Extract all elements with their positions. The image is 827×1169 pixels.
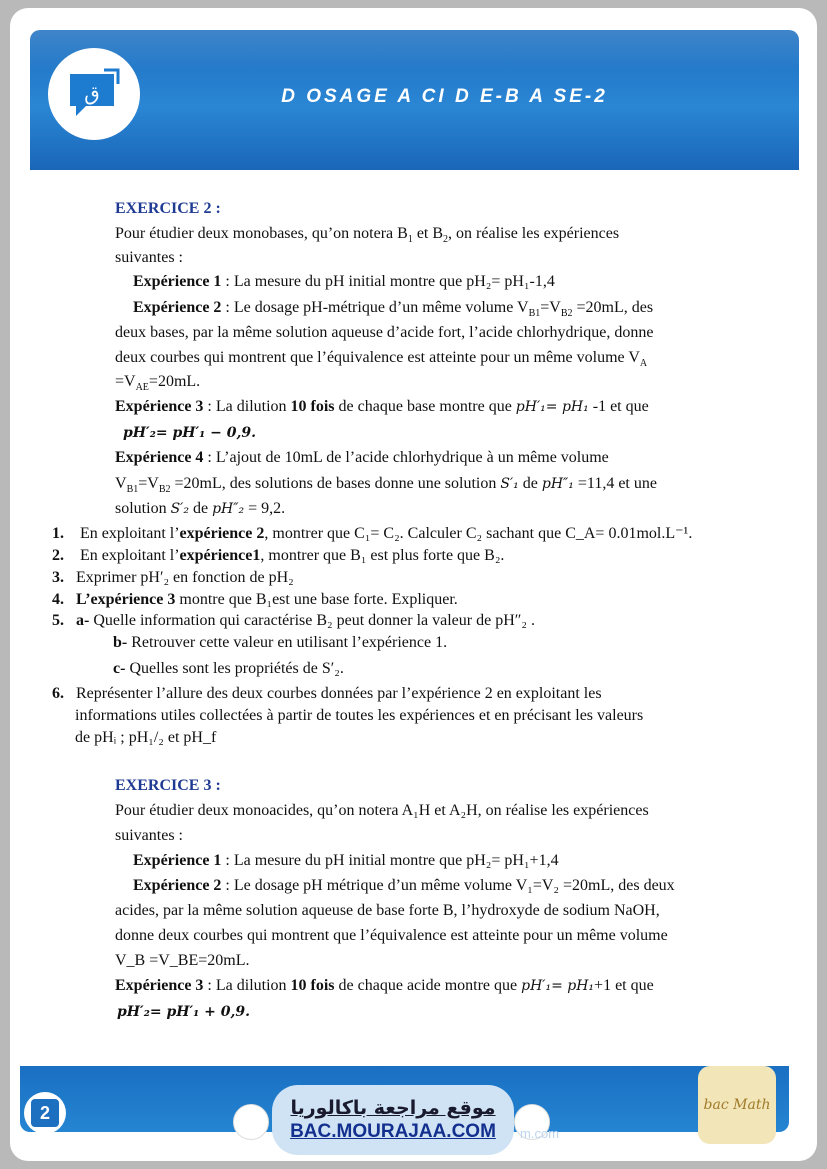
question-5c: c- Quelles sont les propriétés de S′₂. [113,660,344,677]
ex2-experience-4-line3: solution S′₂ de pH″₂ = 9,2. [115,500,286,517]
ex3-intro-line2: suivantes : [115,827,183,844]
svg-text:ق: ق [84,81,100,105]
ex3-experience-1: Expérience 1 : La mesure du pH initial montre que pH₂= pH₁+1,4 [133,852,559,869]
ex3-intro-line1: Pour étudier deux monoacides, qu’on notera A₁H et A₂H, on réalise les expériences [115,802,649,819]
ex2-experience-3-line2: pH′₂= pH′₁ − 0,9. [123,425,256,441]
question-4: 4. L’expérience 3 montre que B₁est une base forte. Expliquer. [52,591,458,608]
exercise-2-title: EXERCICE 2 : [115,200,221,217]
ex2-experience-4-line1: Expérience 4 : L’ajout de 10mL de l’acide chlorhydrique à un même volume [115,449,609,466]
ex3-experience-2-line3: donne deux courbes qui montrent que l’équivalence est atteinte pour un même volume [115,927,668,944]
question-6-line1: 6. Représenter l’allure des deux courbes données par l’expérience 2 en exploitant les [52,685,602,702]
question-6-line2: informations utiles collectées à partir de toutes les expériences et en précisant les valeurs [75,707,644,724]
site-link-pill[interactable] [272,1085,514,1155]
page-number-badge [24,1092,66,1134]
site-url[interactable]: BAC.MOURAJAA.COM [290,1121,496,1142]
question-1: 1. En exploitant l’expérience 2, montrer que C₁= C₂. Calculer C₂ sachant que C_A= 0.01mol.L⁻¹. [52,525,693,542]
ex3-experience-2-line2: acides, par la même solution aqueuse de base forte B, l’hydroxyde de sodium NaOH, [115,902,660,919]
page-number: 2 [31,1099,59,1127]
ex2-experience-2-line1: Expérience 2 : Le dosage pH-métrique d’un même volume $V_{B1}=V_{B2} =20mL$, des [133,299,654,320]
ex3-experience-3-line2: pH′₂= pH′₁ + 0,9. [117,1004,250,1020]
footer-logo-left [233,1104,269,1140]
exercise-3-title: EXERCICE 3 : [115,777,221,794]
question-2: 2. En exploitant l’expérience1, montrer que B₁ est plus forte que B₂. [52,547,505,564]
ex2-experience-4-line2: $V_{B1}=V_{B2} =20mL$, des solutions de bases donne une solution S′₁ de pH″₁ =11,4 et une [115,475,657,496]
bac-math-badge: bac Math [698,1066,776,1144]
question-3: 3. Exprimer pH′₂ en fonction de pH₂ [52,569,294,586]
footer-faint-text: m.com [520,1126,559,1141]
ex2-intro-line2: suivantes : [115,249,183,266]
ex3-experience-3-line1: Expérience 3 : La dilution 10 fois de chaque acide montre que pH′₁= pH₁+1 et que [115,977,654,994]
ex3-experience-2-line1: Expérience 2 : Le dosage pH métrique d’un même volume V₁=V₂ =20mL, des deux [133,877,675,894]
ex3-experience-2-line4: V_B =V_BE=20mL. [115,952,250,969]
document-title: D OSAGE A CI D E-B A SE-2 [281,86,608,107]
question-6-line3: de pHᵢ ; pH₁/₂ et pH_f [75,729,217,746]
ex2-intro-line1: Pour étudier deux monobases, qu’on notera $B_1$ et $B_2$, on réalise les expériences [115,225,620,246]
question-5a: 5. a- Quelle information qui caractérise B₂ peut donner la valeur de pH″₂ . [52,612,535,629]
site-arabic-name[interactable]: موقع مراجعة باكالوريا [290,1097,496,1119]
ex2-experience-2-line3: deux courbes qui montrent que l’équivalence est atteinte pour un même volume $V_A$ [115,349,648,370]
ex2-experience-2-line2: deux bases, par la même solution aqueuse d’acide fort, l’acide chlorhydrique, donne [115,324,654,341]
ex2-experience-1: Expérience 1 : La mesure du pH initial montre que pH₂= pH₁-1,4 [133,273,555,290]
ex2-experience-2-line4: $=V_{AE}=20mL$. [115,373,201,394]
question-5b: b- Retrouver cette valeur en utilisant l’expérience 1. [113,634,448,651]
ex2-experience-3-line1: Expérience 3 : La dilution 10 fois de chaque base montre que pH′₁= pH₁ -1 et que [115,398,649,415]
